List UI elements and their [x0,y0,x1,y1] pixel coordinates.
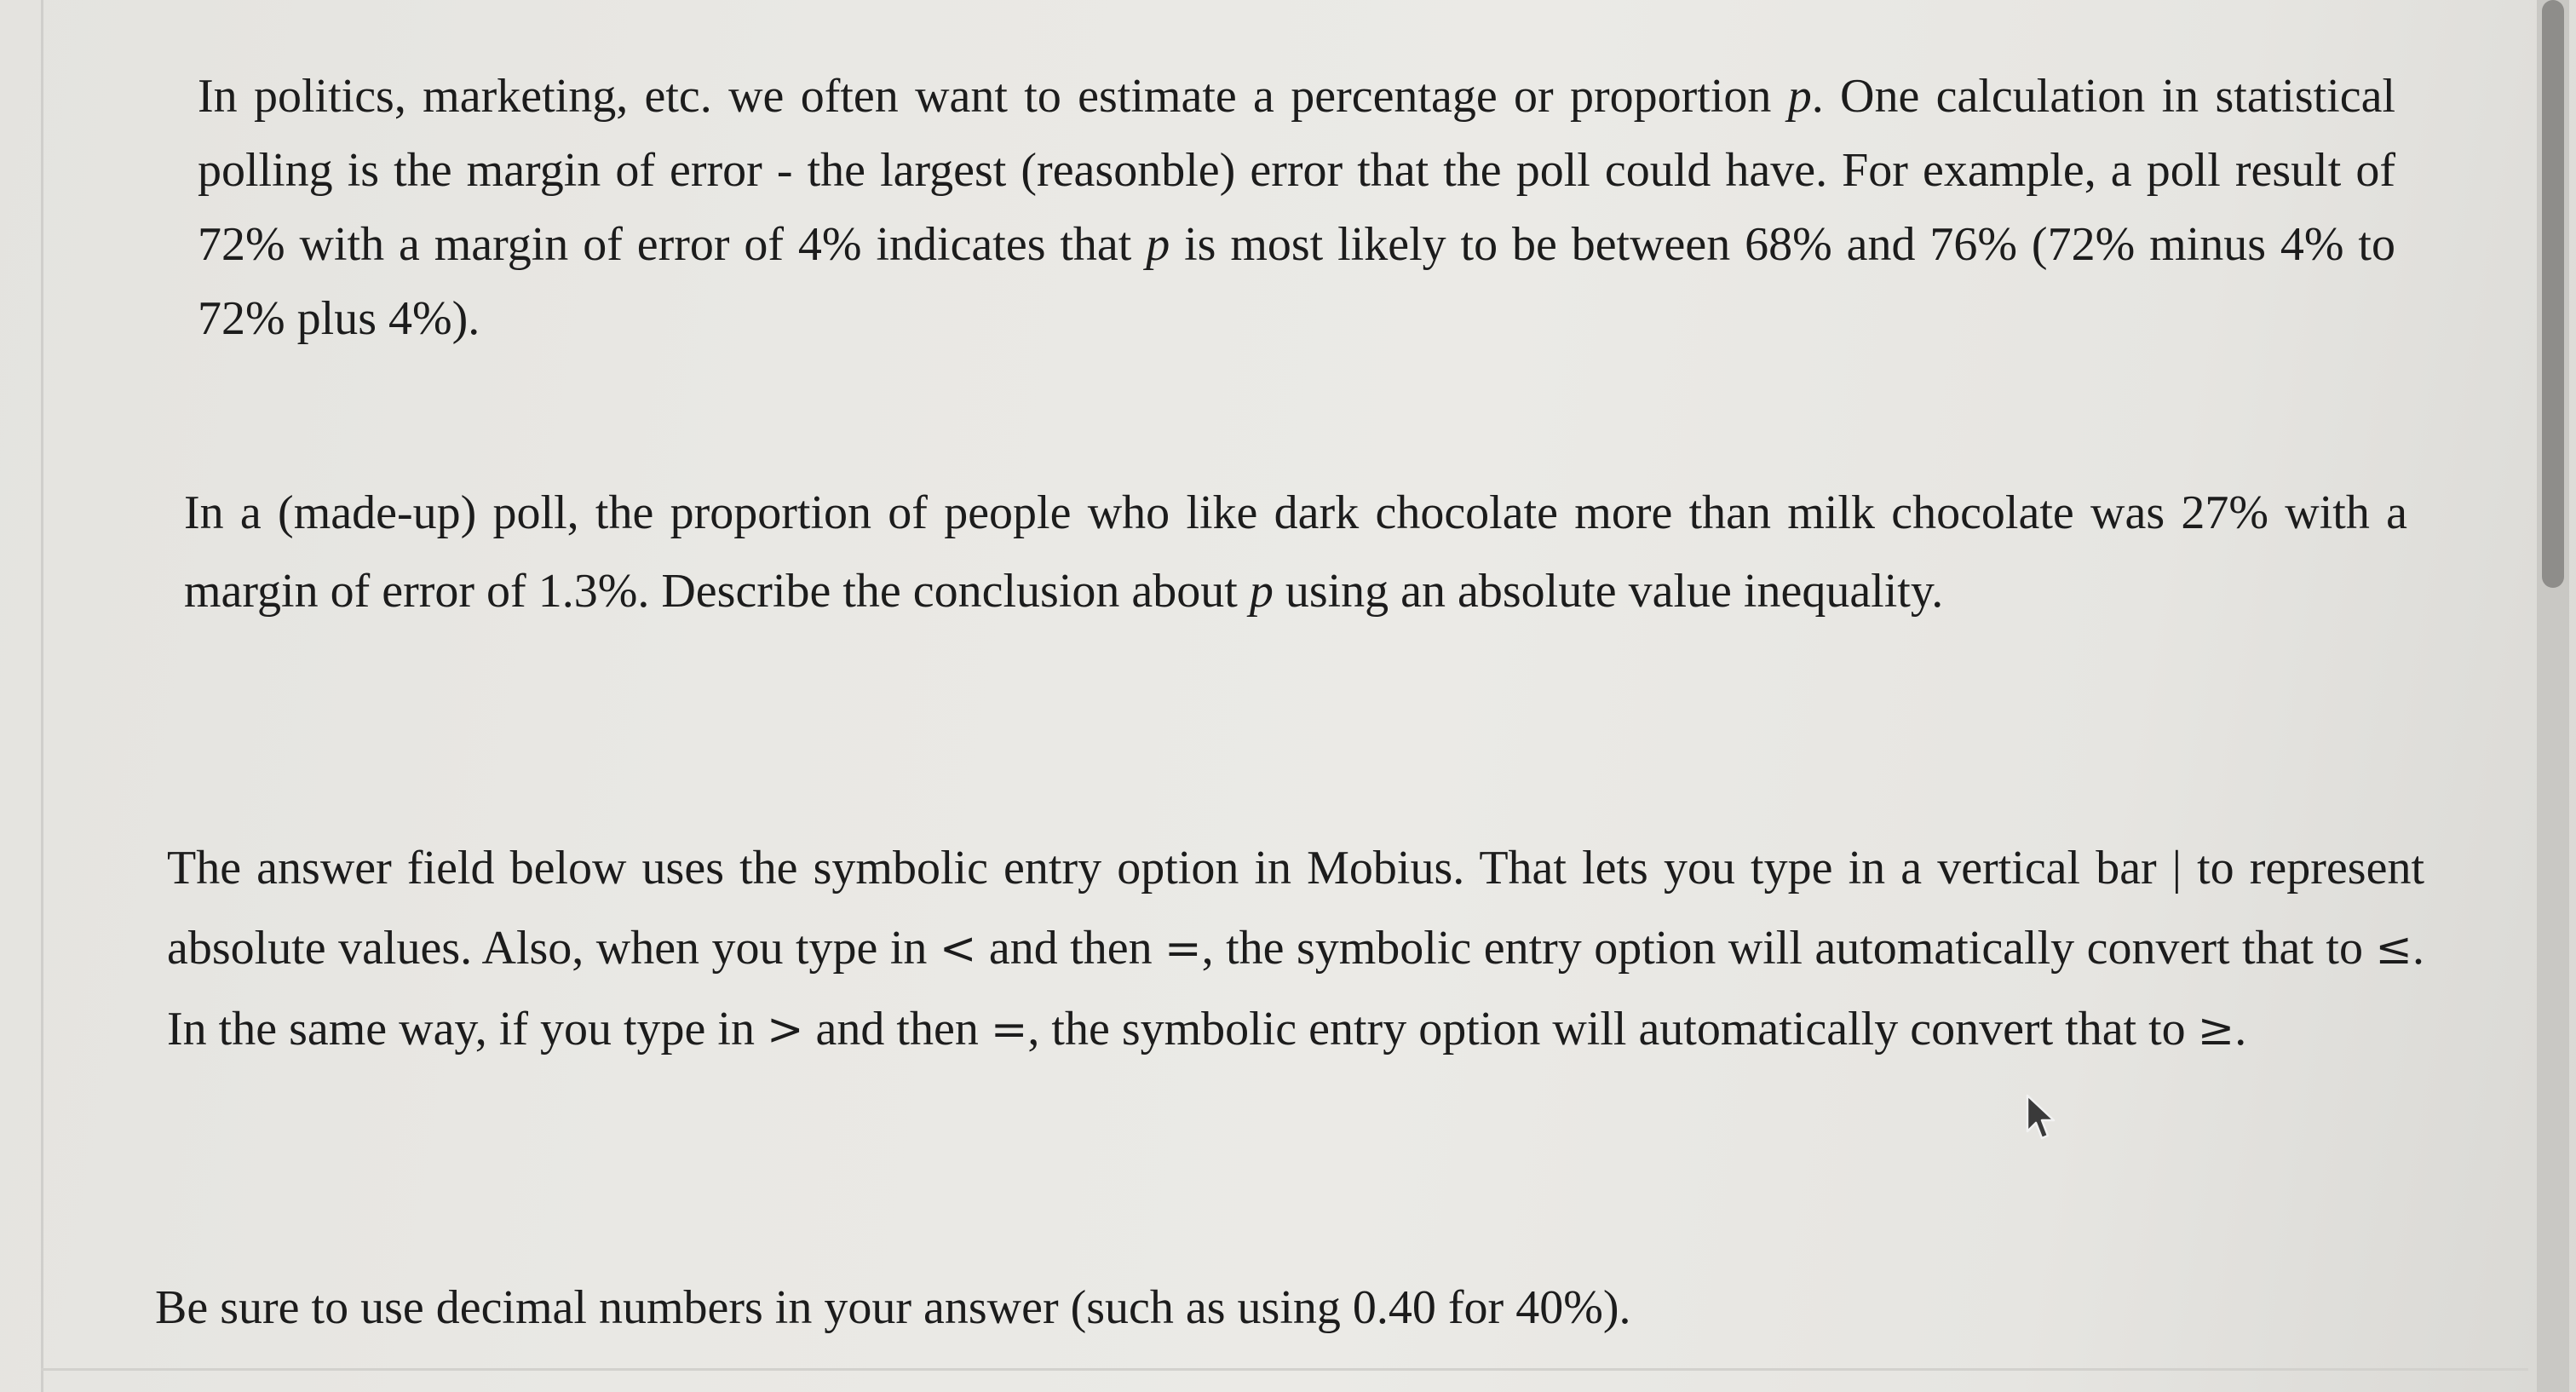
mouse-pointer-icon [2024,1094,2058,1142]
variable-p: p [1249,565,1274,618]
instructions-text-a: The answer field below uses the symbolic entry option in Mobius. That lets you type in a vertical bar | to represent absolute values. Also, when you type in [167,842,2424,975]
instructions-text-g: . [2234,1003,2247,1056]
equals-symbol: = [990,1004,1028,1056]
answer-area-divider [41,1368,2528,1371]
intro-paragraph [198,60,2395,356]
problem-text-b: using an absolute value inequality. [1273,565,1944,618]
instructions-text-b: and then [976,922,1165,975]
less-or-equal-symbol: ≤ [2375,923,2412,975]
decimal-note: Be sure to use decimal numbers in your answer (such as using 0.40 for 40%). [155,1281,1631,1334]
instructions-text-f: , the symbolic entry option will automatically convert that to [1027,1003,2198,1056]
equals-symbol: = [1164,923,1202,975]
intro-text-a: In politics, marketing, etc. we often want to estimate a percentage or proportion [198,70,1788,123]
less-than-symbol: < [939,923,977,975]
instructions-text-c: , the symbolic entry option will automatically convert that to [1201,922,2376,975]
greater-or-equal-symbol: ≥ [2197,1004,2235,1056]
intro-text-c: is most likely to be between 68% and 76% (72% minus 4% to 72% plus 4%). [198,218,2395,345]
problem-paragraph [184,474,2407,630]
scrollbar-thumb[interactable] [2542,0,2564,588]
variable-p: p [1787,70,1812,123]
instructions-text-d: . In the same way, if you type in [167,922,2424,1056]
instructions-text-e: and then [803,1003,991,1056]
instructions-paragraph [167,828,2424,1070]
greater-than-symbol: > [766,1004,804,1056]
problem-text-a: In a (made-up) poll, the proportion of people who like dark chocolate more than milk chocolate was 27% with a margin of error of 1.3%. Describe the conclusion about [184,486,2407,618]
variable-p: p [1146,218,1170,271]
intro-text-b: . One calculation in statistical polling is the margin of error - the largest (reasonble) error that the poll could have. For example, a poll result of 72% with a margin of error of 4% indicates that [198,70,2395,271]
